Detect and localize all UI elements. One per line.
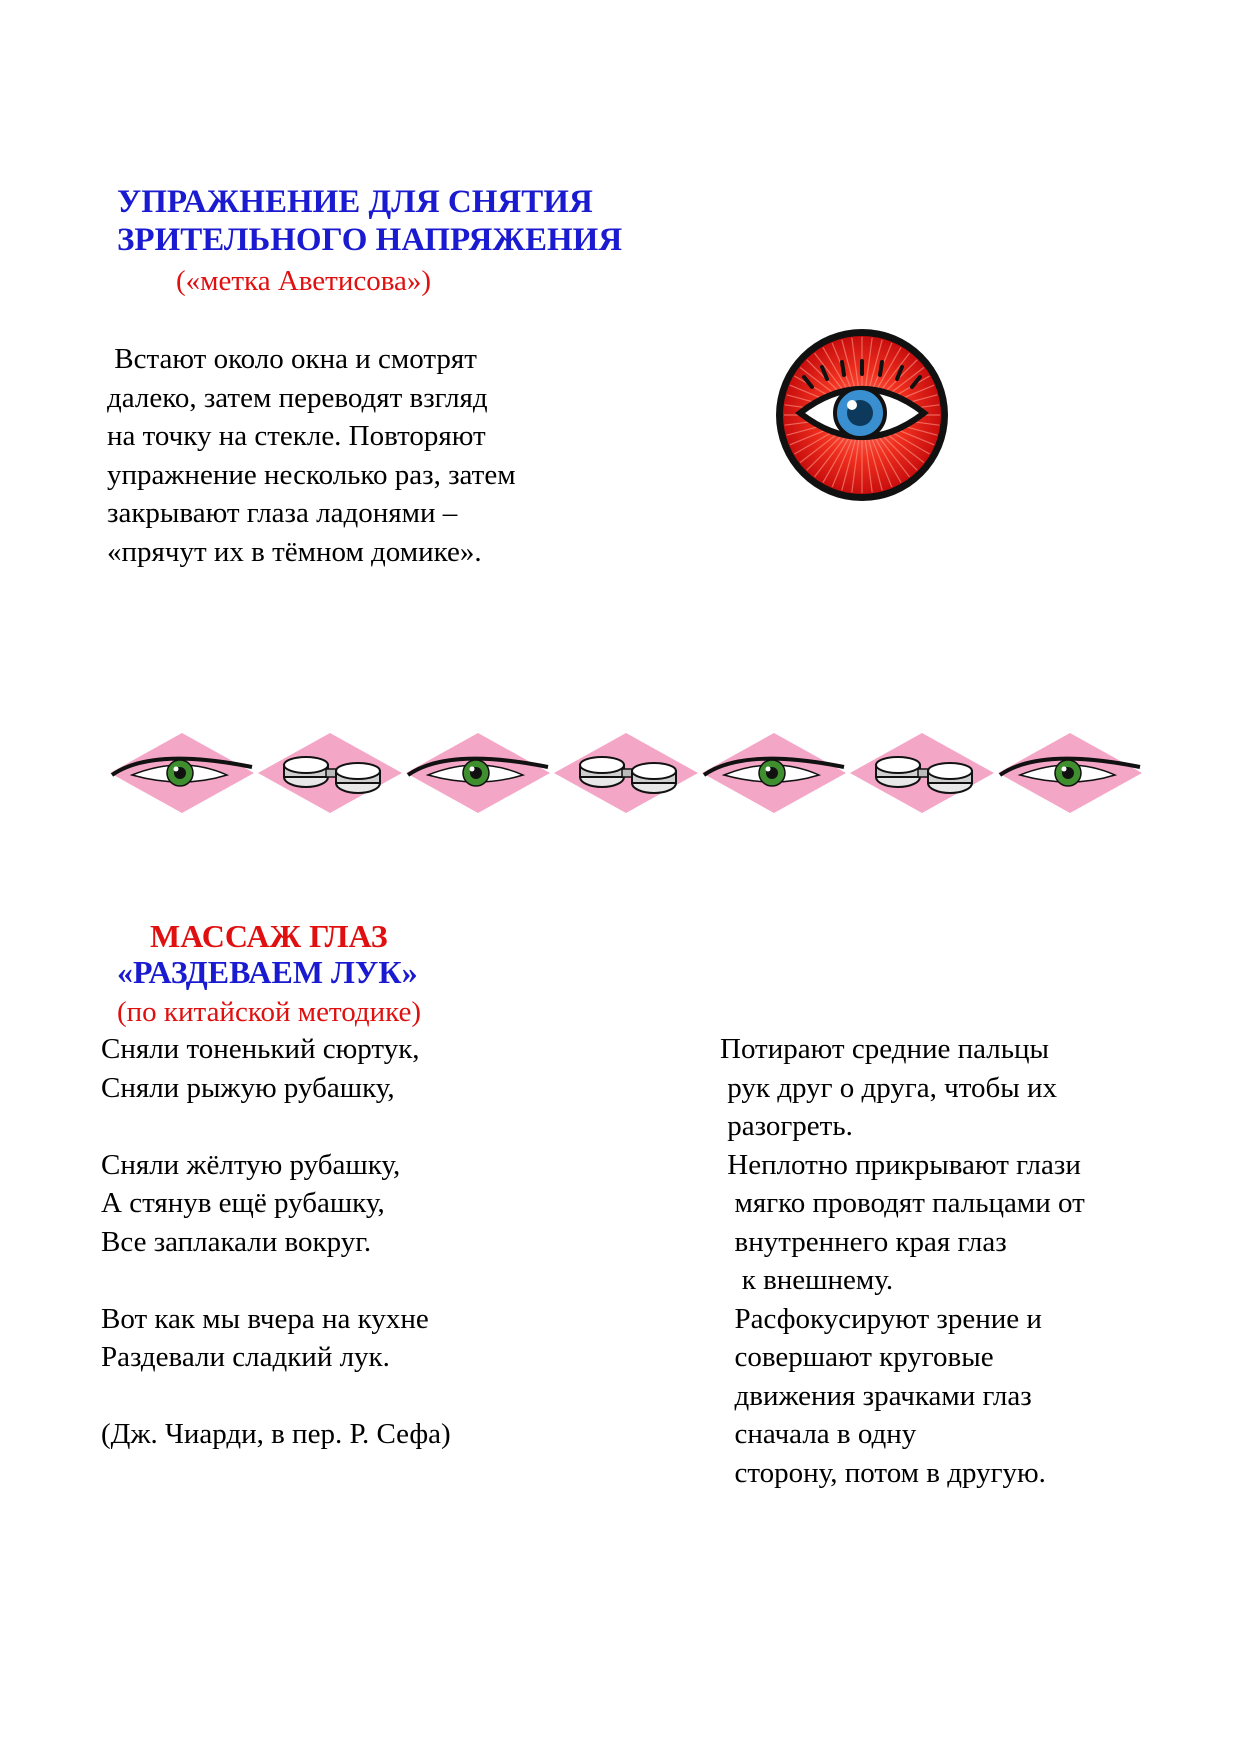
instruction-line: Расфокусируют зрение и [720,1302,1042,1335]
instruction-line: разогреть. [720,1110,853,1142]
body-line: Встают около окна и смотрят [107,343,477,375]
section2-title: МАССАЖ ГЛАЗ [150,918,388,954]
body-line: закрывают глаза ладонями – [107,497,458,529]
section1-title [117,183,622,259]
stanza-gap [101,1107,451,1146]
stanza-gap [101,1261,451,1300]
body-line: далеко, затем переводят взгляд [107,381,488,414]
section1-subtitle: («метка Аветисова») [176,265,432,297]
body-line: «прячут их в тёмном домике». [107,535,482,568]
contact-lens-case-icon [850,733,994,813]
eye-icon [702,733,846,813]
poem-line: Все заплакали вокруг. [101,1225,372,1258]
eye-emblem-icon [772,325,952,505]
instruction-line: мягко проводят пальцами от [720,1187,1085,1219]
poem-attribution: (Дж. Чиарди, в пер. Р. Сефа) [101,1418,451,1450]
eye-lens-border [110,728,1150,818]
instruction-line: движения зрачками глаз [720,1379,1032,1412]
instruction-line: внутреннего края глаз [720,1225,1007,1258]
instruction-line: совершают круговые [720,1341,994,1373]
poem-line: Сняли тоненький сюртук, [101,1033,420,1065]
instruction-line: к внешнему. [720,1264,894,1296]
poem [101,1030,451,1454]
instruction-line: Потирают средние пальцы [720,1033,1049,1065]
eye-icon [110,733,254,813]
massage-instructions [720,1030,1085,1492]
body-line: на точку на стекле. Повторяют [107,420,486,452]
eye-icon [998,733,1142,813]
section1-title-line: ЗРИТЕЛЬНОГО НАПРЯЖЕНИЯ [117,222,623,258]
section1-body [107,340,516,571]
poem-line: Сняли жёлтую рубашку, [101,1148,401,1181]
body-line: упражнение несколько раз, затем [107,458,516,491]
poem-line: Вот как мы вчера на кухне [101,1302,429,1335]
poem-line: А стянув ещё рубашку, [101,1187,385,1219]
instruction-line: Неплотно прикрывают глази [720,1148,1081,1181]
poem-line: Сняли рыжую рубашку, [101,1071,395,1104]
eye-icon [406,733,550,813]
section1-title-line: УПРАЖНЕНИЕ ДЛЯ СНЯТИЯ [117,184,593,220]
contact-lens-case-icon [258,733,402,813]
instruction-line: сначала в одну [720,1418,917,1450]
section2-title-sub: «РАЗДЕВАЕМ ЛУК» [117,954,418,990]
contact-lens-case-icon [554,733,698,813]
instruction-line: рук друг о друга, чтобы их [720,1071,1057,1104]
section2-subtitle: (по китайской методике) [117,996,422,1028]
stanza-gap [101,1377,451,1416]
instruction-line: сторону, потом в другую. [720,1456,1046,1489]
poem-line: Раздевали сладкий лук. [101,1341,390,1373]
